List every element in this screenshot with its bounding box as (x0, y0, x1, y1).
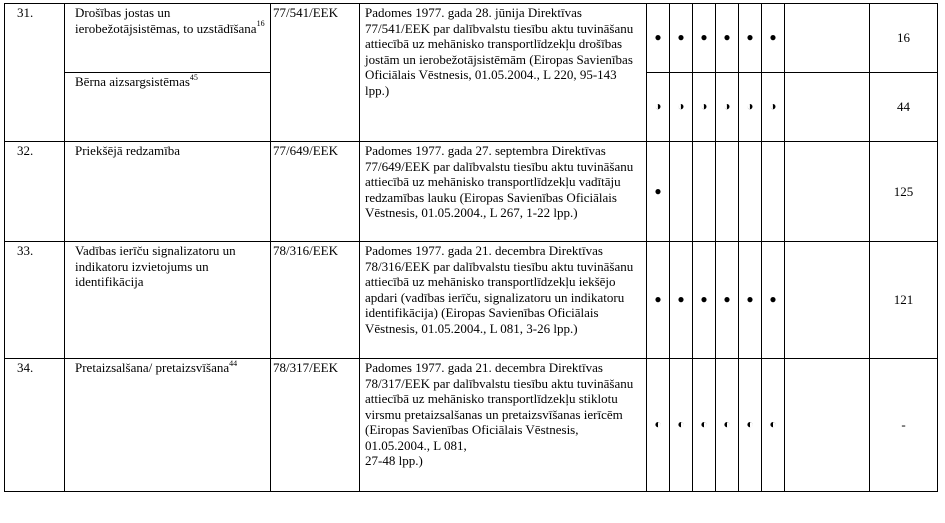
directive-description: Padomes 1977. gada 21. decembra Direktīvas 78/317/EEK par dalībvalstu tiesību aktu tuvināšanu attiecībā uz mehānisko transportlīdzekļu stiklotu virsmu pretaizsalšanas un pretaizsvīšanas ierīcēm (Eiropas Savienības Oficiālais Vēstnesis, 01.05.2004., L 081, 27-48 lpp.) (360, 359, 647, 492)
directive-description: Padomes 1977. gada 28. jūnija Direktīvas 77/541/EEK par dalībvalstu tiesību aktu tuvināšanu attiecībā uz mehānisko transportlīdzekļu drošības jostām un ierobežotājsistēmām (Eiropas Savienības Oficiālais Vēstnesis, 01.05.2004., L 220, 95-143 lpp.) (360, 4, 647, 142)
category-mark: ● (739, 4, 762, 73)
reference-number: - (870, 359, 938, 492)
table-row (5, 142, 938, 242)
sub-item-name (65, 73, 271, 142)
category-mark: ◑ (739, 73, 762, 142)
directive-description: Padomes 1977. gada 27. septembra Direktīvas 77/649/EEK par dalībvalstu tiesību aktu tuvināšanu attiecībā uz mehānisko transportlīdzekļu vadītāju redzamības lauku (Eiropas Savienības Oficiālais Vēstnesis, 01.05.2004., L 267, 1-22 lpp.) (360, 142, 647, 242)
empty-cell (785, 4, 870, 73)
category-mark (693, 142, 716, 242)
category-mark: ◑ (647, 73, 670, 142)
table-row (5, 242, 938, 359)
item-name (65, 359, 271, 492)
category-mark: ◑ (693, 73, 716, 142)
empty-cell (785, 73, 870, 142)
category-mark: ◐ (716, 359, 739, 492)
category-mark (670, 142, 693, 242)
category-mark: ◑ (670, 73, 693, 142)
reference-number: 121 (870, 242, 938, 359)
category-mark: ● (739, 242, 762, 359)
category-mark: ● (716, 4, 739, 73)
directive-code: 78/316/EEK (271, 242, 360, 359)
category-mark: ● (716, 242, 739, 359)
category-mark: ◐ (762, 359, 785, 492)
item-name: Priekšējā redzamība (65, 142, 271, 242)
row-number: 32. (5, 142, 65, 242)
item-name: Vadības ierīču signalizatoru un indikatoru izvietojums un identifikācija (65, 242, 271, 359)
category-mark (716, 142, 739, 242)
category-mark: ◐ (647, 359, 670, 492)
regulation-table (4, 3, 938, 492)
empty-cell (785, 242, 870, 359)
category-mark: ● (762, 4, 785, 73)
empty-cell (785, 359, 870, 492)
category-mark: ● (647, 242, 670, 359)
category-mark (739, 142, 762, 242)
reference-number: 125 (870, 142, 938, 242)
row-number: 31. (5, 4, 65, 142)
category-mark: ◑ (762, 73, 785, 142)
category-mark: ◐ (693, 359, 716, 492)
row-number: 34. (5, 359, 65, 492)
category-mark: ● (647, 4, 670, 73)
reference-number: 44 (870, 73, 938, 142)
sub-item-name-text: Bērna aizsargsistēmas (75, 74, 190, 89)
footnote-ref: 16 (256, 19, 265, 29)
category-mark: ◐ (739, 359, 762, 492)
category-mark: ● (762, 242, 785, 359)
category-mark: ● (647, 142, 670, 242)
item-name-text: Drošības jostas un ierobežotājsistēmas, to uzstādīšana (75, 5, 257, 36)
directive-code: 78/317/EEK (271, 359, 360, 492)
table-row (5, 359, 938, 492)
footnote-ref: 44 (229, 358, 238, 368)
item-name (65, 4, 271, 73)
table-row (5, 4, 938, 73)
directive-code: 77/649/EEK (271, 142, 360, 242)
category-mark: ● (693, 242, 716, 359)
category-mark: ● (693, 4, 716, 73)
directive-code: 77/541/EEK (271, 4, 360, 142)
reference-number: 16 (870, 4, 938, 73)
empty-cell (785, 142, 870, 242)
row-number: 33. (5, 242, 65, 359)
category-mark: ● (670, 4, 693, 73)
category-mark: ◑ (716, 73, 739, 142)
category-mark (762, 142, 785, 242)
category-mark: ● (670, 242, 693, 359)
directive-description: Padomes 1977. gada 21. decembra Direktīvas 78/316/EEK par dalībvalstu tiesību aktu tuvināšanu attiecībā uz mehānisko transportlīdzekļu iekšējo apdari (vadības ierīču, signalizatoru un indikatoru identifikācija) (Eiropas Savienības Oficiālais Vēstnesis, 01.05.2004., L 081, 3-26 lpp.) (360, 242, 647, 359)
item-name-text: Pretaizsalšana/ pretaizsvīšana (75, 360, 230, 375)
category-mark: ◐ (670, 359, 693, 492)
footnote-ref: 45 (189, 72, 198, 82)
